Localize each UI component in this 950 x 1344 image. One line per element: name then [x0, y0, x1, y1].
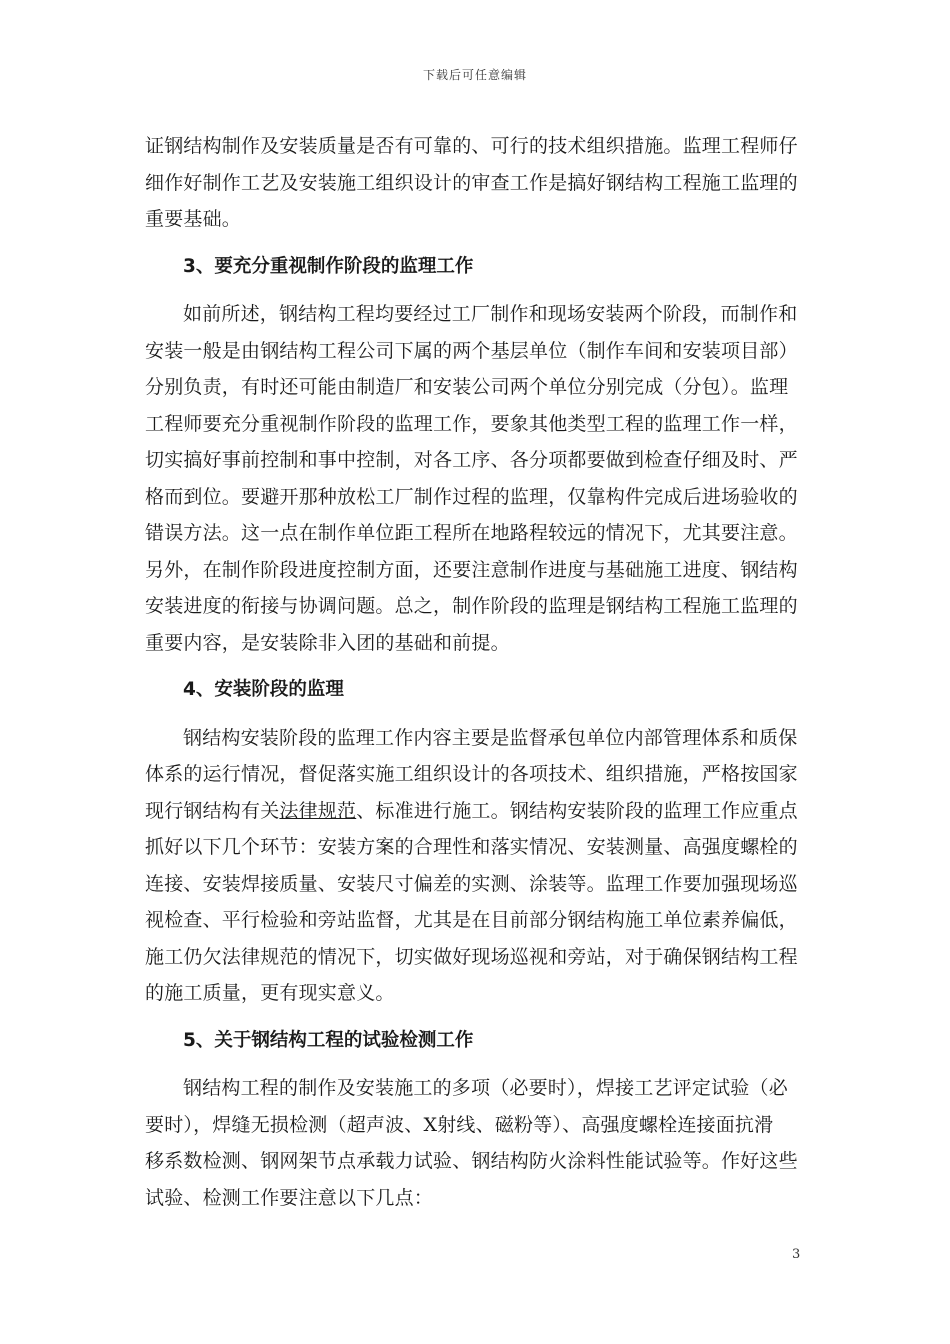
text-span: 、标准进行施工。钢结构安装阶段的监理工作应重点: [356, 799, 798, 822]
text-line: 另外，在制作阶段进度控制方面，还要注意制作进度与基础施工进度、钢结构: [145, 558, 798, 581]
text-line: 如前所述，钢结构工程均要经过工厂制作和现场安装两个阶段，而制作和: [183, 303, 798, 325]
text-line: 试验、检测工作要注意以下几点：: [145, 1186, 434, 1209]
section-heading-4: 4、安装阶段的监理: [183, 679, 344, 700]
text-line: 安装一般是由钢结构工程公司下属的两个基层单位（制作车间和安装项目部）: [145, 339, 798, 362]
text-line: 重要内容，是安装除非入团的基础和前提。: [145, 631, 510, 654]
text-line: 视检查、平行检验和旁站监督，尤其是在目前部分钢结构施工单位素养偏低，: [145, 909, 798, 931]
text-line: 钢结构安装阶段的监理工作内容主要是监督承包单位内部管理体系和质保: [183, 726, 798, 749]
page-header: 下载后可任意编辑: [422, 68, 527, 82]
text-line: 的施工质量，更有现实意义。: [145, 982, 395, 1004]
text-line: 施工仍欠法律规范的情况下，切实做好现场巡视和旁站，对于确保钢结构工程: [145, 945, 798, 968]
section-heading-3: 3、要充分重视制作阶段的监理工作: [183, 255, 474, 277]
page-number: 3: [792, 1247, 801, 1262]
text-line: 格而到位。要避开那种放松工厂制作过程的监理，仅靠构件完成后进场验收的: [145, 485, 798, 508]
text-line: 切实搞好事前控制和事中控制，对各工序、各分项都要做到检查仔细及时、严: [145, 449, 798, 471]
text-line: 抓好以下几个环节：安装方案的合理性和落实情况、安装测量、高强度螺栓的: [145, 836, 798, 858]
text-line: 体系的运行情况，督促落实施工组织设计的各项技术、组织措施，严格按国家: [145, 763, 798, 785]
text-line: 错误方法。这一点在制作单位距工程所在地路程较远的情况下，尤其要注意。: [145, 522, 798, 544]
document-body: [145, 128, 805, 1216]
text-span: 现行钢结构有关: [145, 799, 280, 822]
paragraph: [145, 128, 805, 238]
text-line: 细作好制作工艺及安装施工组织设计的审查工作是搞好钢结构工程施工监理的: [145, 171, 798, 194]
text-line: 证钢结构制作及安装质量是否有可靠的、可行的技术组织措施。监理工程师仔: [145, 135, 798, 157]
text-line: 分别负责，有时还可能由制造厂和安装公司两个单位分别完成（分包）。监理: [145, 376, 789, 398]
section-heading-5: 5、关于钢结构工程的试验检测工作: [183, 1029, 474, 1051]
paragraph: [145, 296, 805, 661]
text-line: 钢结构工程的制作及安装施工的多项（必要时），焊接工艺评定试验（必: [183, 1077, 788, 1099]
text-line: 要时），焊缝无损检测（超声波、X射线、磁粉等）、高强度螺栓连接面抗滑: [145, 1113, 774, 1136]
text-line: 安装进度的衔接与协调问题。总之，制作阶段的监理是钢结构工程施工监理的: [145, 595, 798, 617]
text-line: 连接、安装焊接质量、安装尺寸偏差的实测、涂装等。监理工作要加强现场巡: [145, 872, 798, 895]
text-line: 重要基础。: [145, 208, 242, 230]
underlined-term: 法律规范: [279, 799, 357, 822]
text-line: [145, 793, 805, 830]
paragraph: [145, 1070, 805, 1216]
text-line: 移系数检测、钢网架节点承载力试验、钢结构防火涂料性能试验等。作好这些: [145, 1150, 798, 1172]
text-line: 工程师要充分重视制作阶段的监理工作，要象其他类型工程的监理工作一样，: [145, 412, 798, 435]
paragraph: [145, 720, 805, 1012]
